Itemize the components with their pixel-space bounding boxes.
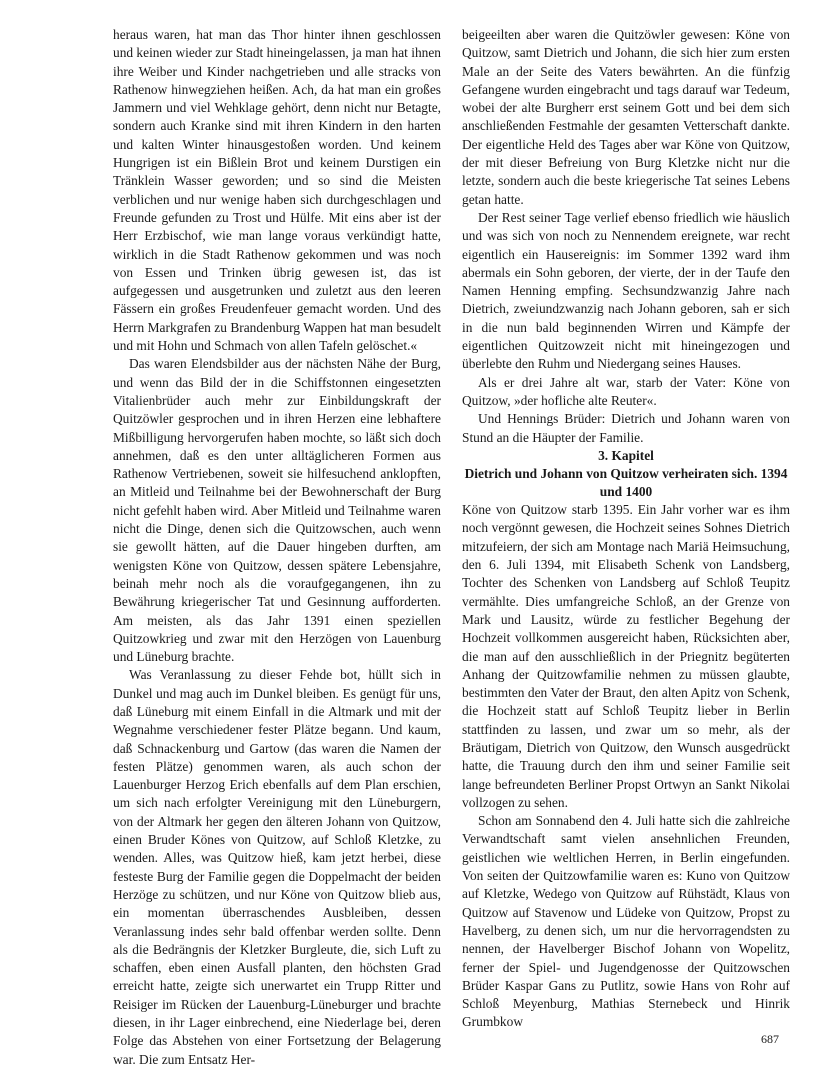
paragraph: Und Hennings Brüder: Dietrich und Johann waren von Stund an die Häupter der Familie.	[462, 411, 790, 445]
paragraph: Was Veranlassung zu dieser Fehde bot, hüllt sich in Dunkel und mag auch im Dunkel bleiben. Es genügt für uns, daß Lüneburg mit einem Einfall in die Altmark und mit der Wegnahme verschiedener fester Plätze begann. Und kaum, daß Schnackenburg und Gartow (das waren die Namen der festen Plätze) genommen waren, als auch schon der Lauenburger Herzog Erich ebenfalls auf dem Plan erschien, um sich nach erfolgter Vereinigung mit den Lüneburgern, von der Altmark her gegen den älteren Johann von Quitzow, einen Bruder Könes von Quitzow, auf Schloß Kletzke, zu wenden. Alles, was Quitzow hieß, kam jetzt herbei, diese festeste Burg der Familie gegen die Doppelmacht der beiden Herzöge zu schützen, und nur Köne von Quitzow blieb aus, ein momentan überraschendes Ausbleiben, dessen Veranlassung indes sehr bald offenbar werden sollte. Denn als die Bedrängnis der Kletzker Burgleute, die, sich Luft zu schaffen, eben einen Ausfall planten, den höchsten Grad erreicht hatte, zeigte sich unerwartet ein Trupp Ritter und Reisiger im Rücken der Lauenburg-Lüneburger und brachte diesen, in ihr Lager einbrechend, eine Niederlage bei, deren Folge das Abstehen von einer Fortsetzung der Belagerung war. Die zum Entsatz Her-	[113, 667, 441, 1067]
paragraph: heraus waren, hat man das Thor hinter ihnen geschlossen und keinen wieder zur Stadt hineingelassen, ja man hat ihnen ihre Weiber und Kinder nachgetrieben und alle stracks von Rathenow hinwegziehen heißen. Ach, da hat man ein großes Jammern und viel Wehklage gehört, denn nicht nur Betagte, sondern auch Kranke sind mit ihren Kindern in den harten und kalten Winter hinausgestoßen worden. Und keinem Hungrigen ist ein Bißlein Brot und keinem Durstigen ein Tränklein Wasser geworden; und so sind die Meisten verblichen und nur wenige haben sich durchgeschlagen und Freunde gefunden zu Trost und Hülfe. Mit eins aber ist der Herr Erzbischof, wie man lange voraus verkündigt hatte, wirklich in die Stadt Rathenow gekommen und was noch von Essen und Trinken übrig gewesen ist, das ist aufgegessen und ausgetrunken und zuletzt aus den leeren Fässern ein großes Freudenfeuer gemacht worden. Und des Herrn Markgrafen zu Brandenburg Wappen hat man besudelt und mit Hohn und Schmach von allen Tafeln gelöschet.«	[113, 27, 441, 354]
right-column	[462, 26, 790, 1032]
paragraph: Köne von Quitzow starb 1395. Ein Jahr vorher war es ihm noch vergönnt gewesen, die Hochzeit seines Sohnes Dietrich mitzufeiern, der sich am Montage nach Mariä Heimsuchung, den 6. Juli 1394, mit Elisabeth Schenk von Landsberg, Tochter des Schenken von Landsberg auf Schloß Teupitz vermählte. Dies umfangreiche Schloß, an der Grenze von Mark und Lausitz, würde zu festlicher Begehung der Hochzeit vollkommen ausgereicht haben, Rücksichten aber, die man auf den ausschließlich in der Priegnitz begüterten Anhang der Quitzowfamilie nehmen zu müssen glaubte, bestimmten den Vater der Braut, den alten Apitz von Schenk, die Hochzeit statt auf Schloß Teupitz lieber in Berlin stattfinden zu lassen, und zwar um so mehr, als der Bräutigam, Dietrich von Quitzow, den Wunsch ausgedrückt hatte, die Trauung durch den ihm und seiner Familie seit lange befreundeten Berliner Propst Ortwyn an Sankt Nikolai vollzogen zu sehen.	[462, 502, 790, 810]
paragraph: Als er drei Jahre alt war, starb der Vater: Köne von Quitzow, »der hofliche alte Reuter«.	[462, 374, 790, 408]
paragraph: Der Rest seiner Tage verlief ebenso friedlich wie häuslich und was sich von noch zu Nennendem ereignete, war recht eigentlich ein Hausereignis: im Sommer 1392 ward ihm abermals ein Sohn geboren, der vierte, der in der Taufe den Namen Henning empfing. Sechsundzwanzig Jahre nach Dietrich, zweiundzwanzig nach Johann geboren, sah er sich in die nun bald beginnenden Wirren und Kämpfe der eigentlichen Quitzowzeit nicht mit hineingezogen und überlebte den Ruhm und Niedergang seines Hauses.	[462, 209, 790, 372]
paragraph: Schon am Sonnabend den 4. Juli hatte sich die zahlreiche Verwandtschaft samt vielen ansehnlichen Freunden, geistlichen wie weltlichen Herren, in Berlin eingefunden. Von seiten der Quitzowfamilie waren es: Kuno von Quitzow auf Kletzke, Wedego von Quitzow auf Rühstädt, Klaus von Quitzow auf Stavenow und Lüdeke von Quitzow, Propst zu Havelberg, zu denen sich, um nur die hervorragendsten zu nennen, der Havelberger Bischof Johann von Wopelitz, ferner der Spiel- und Jugendgenosse der Quitzowschen Brüder Kaspar Gans zu Putlitz, sowie Hans von Rohr auf Schloß Meyenburg, Mathias Sternebeck und Hinrik Grumbkow	[462, 813, 790, 1030]
page-number: 687	[761, 1032, 779, 1046]
paragraph: Das waren Elendsbilder aus der nächsten Nähe der Burg, und wenn das Bild der in die Schiffstonnen eingesetzten Vitalienbrüder auch mehr zur Einbildungskraft der Quitzöwler gesprochen und in ihren Herzen eine lebhaftere Mißbilligung hervorgerufen haben mochte, so läßt sich doch annehmen, daß es den unter alltäglicheren Formen aus Rathenow Vertriebenen, soweit sie hilfesuchend anklopften, an Mitleid und Teilnahme bei der Bewohnerschaft der Burg nicht gefehlt haben wird. Aber Mitleid und Teilnahme waren nicht die Dinge, denen sich die Quitzowschen, auch wenn sie gewollt hätten, auf die Dauer hingeben durften, am wenigsten Köne von Quitzow, dessen spätere Lebensjahre, beinah mehr noch als die voraufgegangenen, ihn zu Bewährung kriegerischer Tat und Gesinnung aufforderten. Am meisten, als das Jahr 1391 einen speziellen Quitzowkrieg und zwar mit den Herzögen von Lauenburg und Lüneburg brachte.	[113, 356, 441, 665]
left-column	[113, 26, 441, 1069]
chapter-label: 3. Kapitel	[598, 447, 654, 463]
chapter-title: Dietrich und Johann von Quitzow verheiraten sich. 1394 und 1400	[464, 466, 788, 500]
paragraph: beigeeilten aber waren die Quitzöwler gewesen: Köne von Quitzow, samt Dietrich und Johann, die sich hier zum ersten Male an der Seite des Vaters bewährten. An die fünfzig Gefangene wurden eingebracht und tags darauf war Tedeum, wobei der alte Burgherr erst seinem Gott und bei dem sich anschließenden Festmahle der gesamten Vetterschaft dankte. Der eigentliche Held des Tages aber war Köne von Quitzow, der mit dieser Befreiung von Burg Kletzke nicht nur die letzte, sondern auch die beste kriegerische Tat seines Lebens getan hatte.	[462, 27, 790, 207]
